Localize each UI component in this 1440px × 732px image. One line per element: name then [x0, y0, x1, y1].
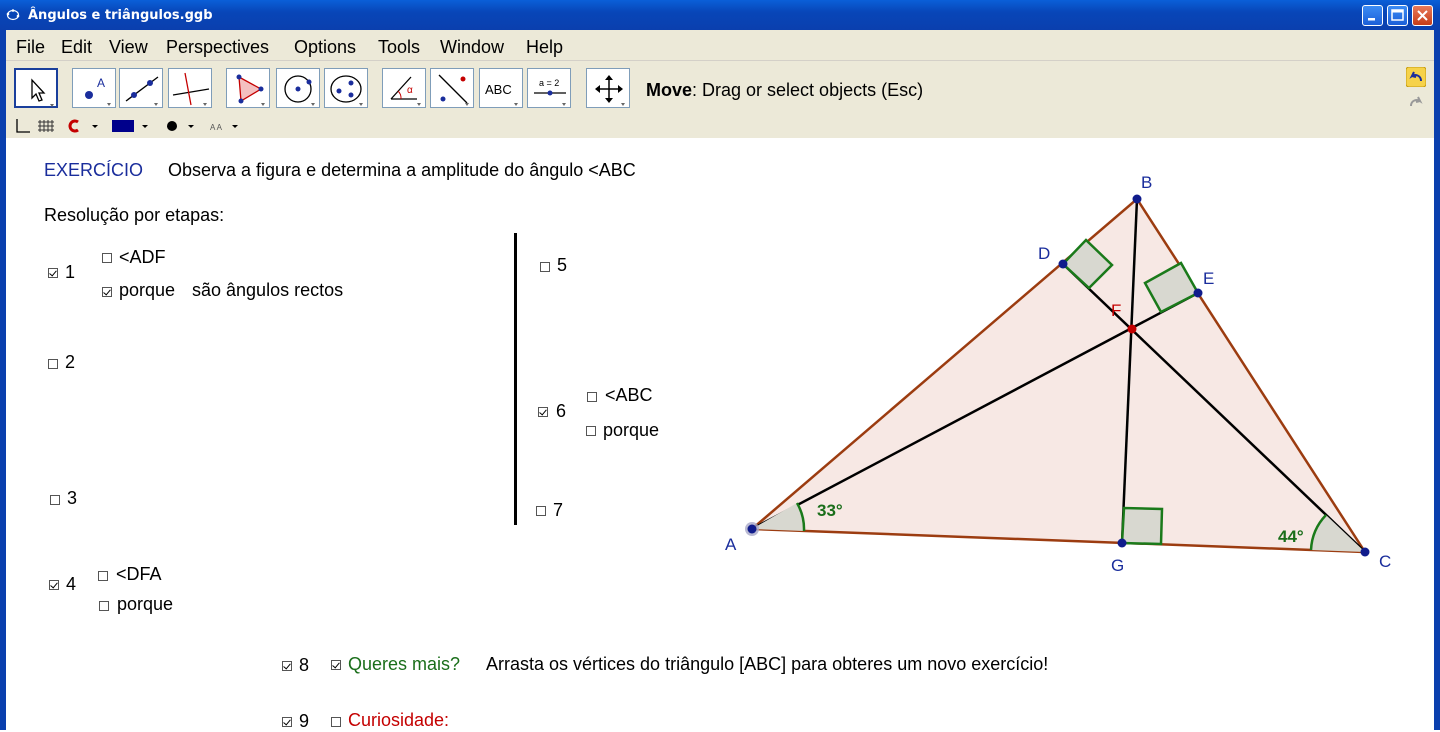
label-b: B	[1141, 173, 1153, 192]
menu-perspectives[interactable]: Perspectives	[166, 37, 270, 57]
svg-text:α: α	[407, 85, 413, 96]
step-6-reason-label: porque	[603, 420, 660, 440]
triangle-figure	[6, 138, 1434, 730]
step-2-label: 2	[65, 352, 76, 372]
step-4-angle-label: <DFA	[116, 564, 162, 584]
point-c[interactable]	[1361, 548, 1370, 557]
menu-edit[interactable]: Edit	[61, 37, 93, 57]
step-6-label: 6	[556, 401, 567, 421]
menu-window[interactable]: Window	[440, 37, 505, 57]
exercise-title: EXERCÍCIO	[44, 160, 144, 180]
label-c: C	[1379, 552, 1392, 571]
exercise-statement: Observa a figura e determina a amplitude do ângulo <ABC	[168, 160, 636, 180]
undo-icon[interactable]	[1406, 67, 1426, 87]
axes-toggle-icon[interactable]	[17, 119, 30, 132]
text-tool-button[interactable]	[479, 68, 523, 108]
reflect-tool-button[interactable]	[430, 68, 474, 108]
menu-view[interactable]: View	[109, 37, 148, 57]
more-text: Arrasta os vértices do triângulo [ABC] para obteres um novo exercício!	[486, 654, 1049, 674]
right-angle-g	[1122, 508, 1162, 544]
text-size-icon[interactable]	[210, 123, 238, 132]
window-title: Ângulos e triângulos.ggb	[28, 8, 213, 23]
triangle-abc[interactable]	[752, 199, 1365, 552]
close-button[interactable]	[1412, 5, 1433, 26]
svg-text:A A: A A	[210, 123, 223, 132]
step-1-reason-label: porque	[119, 280, 176, 300]
geogebra-icon	[6, 8, 20, 22]
tool-help-text: : Drag or select objects (Esc)	[692, 80, 924, 100]
angle-tool-button[interactable]	[382, 68, 426, 108]
resolution-label: Resolução por etapas:	[44, 205, 225, 225]
polygon-icon	[227, 69, 271, 109]
perpendicular-tool-button[interactable]	[168, 68, 212, 108]
point-style-icon[interactable]	[167, 121, 194, 131]
menu-bar	[6, 30, 1434, 60]
angle-c-label: 44°	[1278, 527, 1304, 546]
point-tool-button[interactable]	[72, 68, 116, 108]
label-e: E	[1203, 269, 1215, 288]
svg-text:A: A	[97, 76, 106, 90]
line-icon	[120, 69, 164, 109]
color-picker-icon[interactable]	[112, 120, 148, 132]
cursor-arrow-icon	[16, 70, 60, 110]
svg-text:ABC: ABC	[485, 82, 512, 97]
grid-toggle-icon[interactable]	[38, 120, 54, 132]
line-tool-button[interactable]	[119, 68, 163, 108]
step-6-angle-label: <ABC	[605, 385, 653, 405]
label-f: F	[1111, 301, 1122, 320]
reflect-icon	[431, 69, 475, 109]
circle-icon	[277, 69, 321, 109]
menu-file[interactable]: File	[16, 37, 46, 57]
curiosity-label: Curiosidade:	[348, 710, 450, 730]
step-9-label: 9	[299, 711, 310, 731]
move-graphics-tool-button[interactable]	[586, 68, 630, 108]
menu-options[interactable]: Options	[294, 37, 357, 57]
angle-icon	[383, 69, 427, 109]
move-tool-button[interactable]	[14, 68, 58, 108]
step-7-label: 7	[553, 500, 564, 520]
text-icon	[480, 69, 524, 109]
point-b[interactable]	[1133, 195, 1142, 204]
step-4-label: 4	[66, 574, 77, 594]
minimize-button[interactable]	[1362, 5, 1383, 26]
menu-tools[interactable]: Tools	[378, 37, 421, 57]
window-frame-right	[1434, 30, 1440, 730]
perpendicular-line-icon	[169, 69, 213, 109]
more-label: Queres mais?	[348, 654, 461, 674]
move-arrows-icon	[587, 69, 631, 109]
menu-help[interactable]: Help	[526, 37, 564, 57]
point-f[interactable]	[1128, 325, 1137, 334]
style-bar	[6, 114, 1434, 138]
label-a: A	[725, 535, 737, 554]
step-3-label: 3	[67, 488, 78, 508]
polygon-tool-button[interactable]	[226, 68, 270, 108]
point-d[interactable]	[1059, 260, 1068, 269]
point-e[interactable]	[1194, 289, 1203, 298]
step-8-label: 8	[299, 655, 310, 675]
step-1-reason-text: são ângulos rectos	[192, 280, 344, 300]
circle-tool-button[interactable]	[276, 68, 320, 108]
step-1-angle-label: <ADF	[119, 247, 166, 267]
title-bar	[0, 0, 1440, 30]
point-a[interactable]	[748, 525, 757, 534]
point-capturing-icon[interactable]	[70, 121, 98, 131]
step-4-reason-label: porque	[117, 594, 174, 614]
tool-help	[646, 80, 923, 101]
slider-tool-button[interactable]	[527, 68, 571, 108]
conic-tool-button[interactable]	[324, 68, 368, 108]
style-bar-icons	[14, 118, 244, 134]
ellipse-icon	[325, 69, 369, 109]
angle-a-label: 33°	[817, 501, 843, 520]
toolbar	[6, 60, 1434, 115]
point-g[interactable]	[1118, 539, 1127, 548]
step-1-label: 1	[65, 262, 76, 282]
redo-icon[interactable]	[1406, 91, 1426, 111]
label-d: D	[1038, 244, 1051, 263]
svg-text:a = 2: a = 2	[539, 78, 560, 88]
step-5-label: 5	[557, 255, 568, 275]
tool-name: Move	[646, 80, 693, 100]
slider-icon	[528, 69, 572, 109]
graphics-view[interactable]	[6, 138, 1434, 730]
point-icon	[73, 69, 117, 109]
maximize-button[interactable]	[1387, 5, 1408, 26]
label-g: G	[1111, 556, 1125, 575]
